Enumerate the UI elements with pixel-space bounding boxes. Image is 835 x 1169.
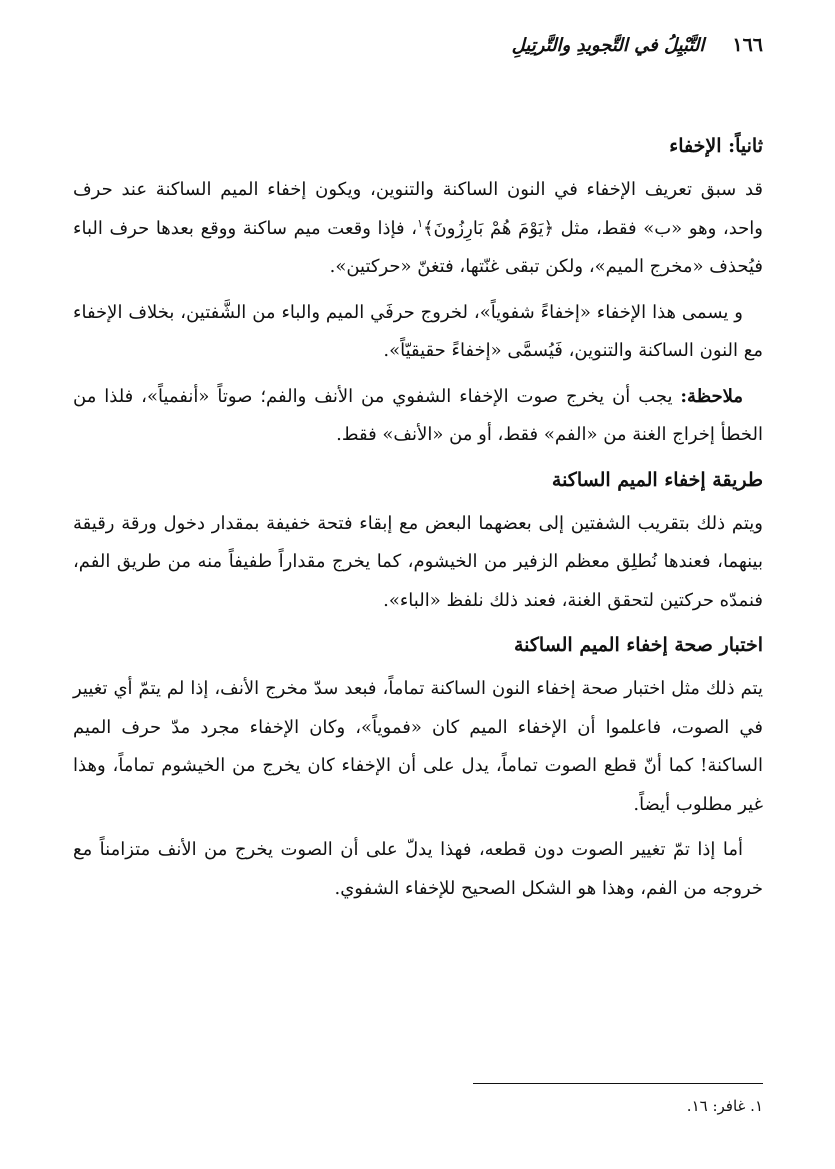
paragraph-text: قد سبق تعريف الإخفاء في النون الساكنة والتنوين، ويكون إخفاء الميم الساكنة عند حرف واحد، وهو «ب» فقط، مثل ﴿يَوْمَ هُمْ بَارِزُونَ﴾: [73, 179, 763, 239]
footnote-reference[interactable]: ١: [417, 216, 423, 230]
book-title: التَّبْيِلُ في التَّجويدِ والتَّرتِيلِ: [511, 35, 705, 56]
footnote-divider: [473, 1083, 763, 1084]
paragraph-ikhfa-definition: [73, 171, 763, 287]
section-heading-test: اختبار صحة إخفاء الميم الساكنة: [513, 634, 763, 656]
footnote: ١. غافر: ١٦.: [686, 1097, 763, 1115]
section-heading-method: طريقة إخفاء الميم الساكنة: [551, 468, 763, 491]
page-body: [73, 128, 763, 915]
paragraph-text: ، فإذا وقعت ميم ساكنة ووقع بعدها حرف الباء فيُحذف «مخرج الميم»، ولكن تبقى غنّتها، فتغنّ «حركتين».: [73, 217, 763, 277]
paragraph-note: [73, 378, 763, 455]
paragraph-method: ويتم ذلك بتقريب الشفتين إلى بعضهما البعض مع إبقاء فتحة خفيفة بمقدار دخول ورقة رقيقة بينهما، فعندها نُطلِق معظم الزفير من الخيشوم، كما يخرج مقداراً طفيفاً منه من طريق الفم، فنمدّه حركتين لتحقق الغنة، فعند ذلك نلفظ «الباء».: [73, 512, 763, 611]
page-number: ١٦٦: [732, 34, 763, 56]
running-header: [512, 34, 763, 56]
paragraph-ikhfa-naming: و يسمى هذا الإخفاء «إخفاءً شفوياً»، لخروج حرفَي الميم والباء من الشَّفتين، بخلاف الإخفاء مع النون الساكنة والتنوين، فَيُسمَّى «إخفاءً حقيقيّاً».: [73, 301, 763, 361]
section-heading-ikhfa: ثانياً: الإخفاء: [669, 135, 763, 157]
paragraph-test-conclusion: أما إذا تمّ تغيير الصوت دون قطعه، فهذا يدلّ على أن الصوت يخرج من الأنف متزامناً مع خروجه من الفم، وهذا هو الشكل الصحيح للإخفاء الشفوي.: [73, 839, 763, 899]
note-text: يجب أن يخرج صوت الإخفاء الشفوي من الأنف والفم؛ صوتاً «أنفمياً»، فلذا من الخطأ إخراج الغنة من «الفم» فقط، أو من «الأنف» فقط.: [73, 385, 763, 445]
paragraph-test: يتم ذلك مثل اختبار صحة إخفاء النون الساكنة تماماً، فبعد سدّ مخرج الأنف، إذا لم يتمّ أي تغيير في الصوت، فاعلموا أن الإخفاء الميم كان «فموياً»، وكان الإخفاء مجرد مدّ حرف الميم الساكنة! كما أنّ قطع الصوت تماماً، يدل على أن الإخفاء كان يخرج من الخيشوم تماماً، وهذا غير مطلوب أيضاً.: [73, 678, 764, 815]
note-label: ملاحظة:: [680, 385, 743, 407]
